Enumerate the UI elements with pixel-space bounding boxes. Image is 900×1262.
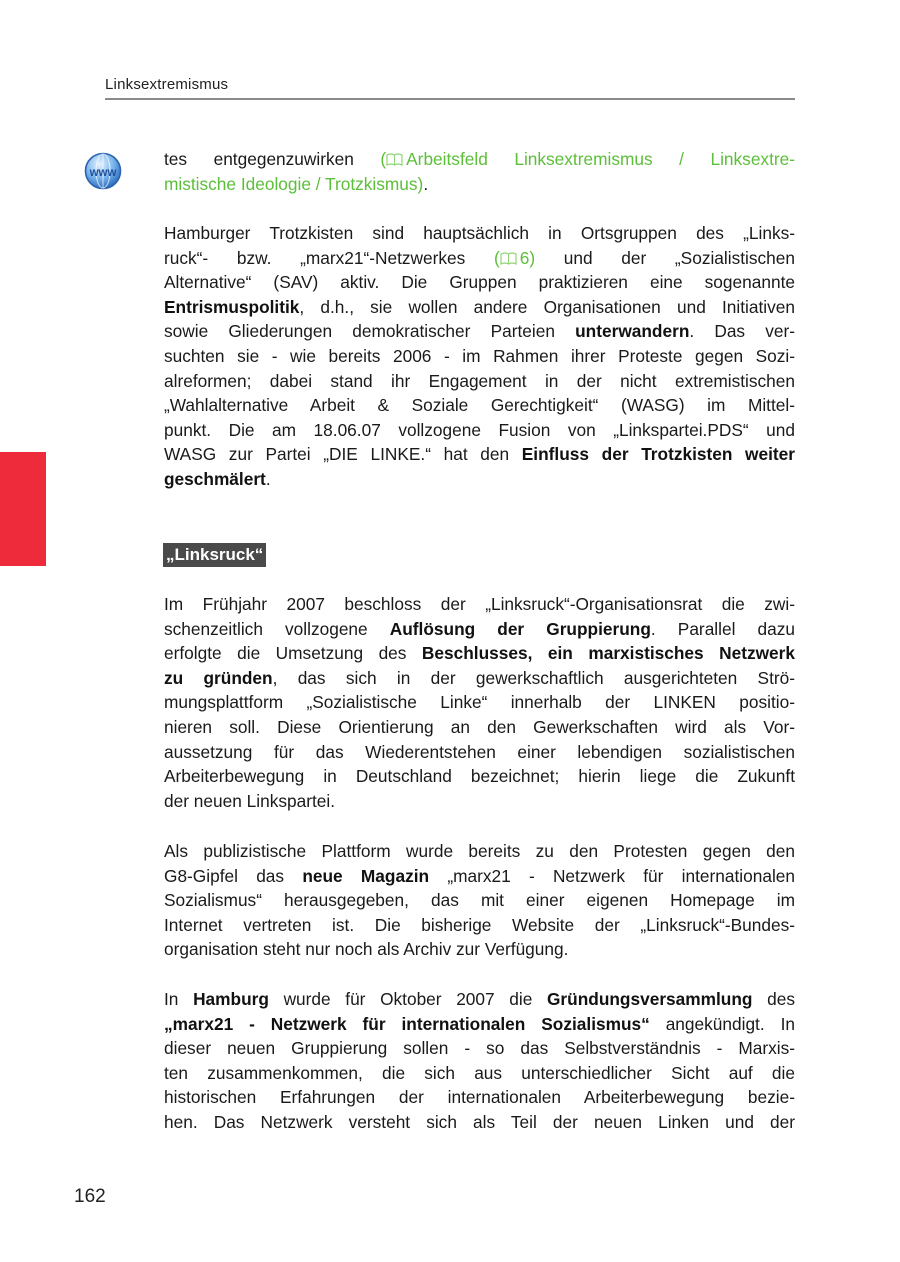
text-line: historischen Erfahrungen der internationalen Arbeiterbewegung bezie- [164,1087,795,1108]
book-icon [386,153,403,166]
text-line: aussetzung für das Wiederentstehen einer lebendigen sozialistischen [164,741,795,762]
text-line: mungsplattform „Sozialistische Linke“ innerhalb der LINKEN positio- [164,692,795,713]
cross-reference-link[interactable]: mistische Ideologie / Trotzkismus) [164,173,424,194]
text-line: Als publizistische Plattform wurde bereits zu den Protesten gegen den [164,841,795,861]
text-line: zu gründen, das sich in der gewerkschaftlich ausgerichteten Strö- [164,667,795,688]
text-line: dieser neuen Gruppierung sollen - so das Selbstverständnis - Marxis- [164,1038,795,1059]
text-line: Sozialismus“ herausgegeben, das mit einer eigenen Homepage im [164,890,795,911]
text-line: Hamburger Trotzkisten sind hauptsächlich in Ortsgruppen des „Links- [164,223,795,243]
paragraph-trotzkisten [164,221,795,492]
text-line: sowie Gliederungen demokratischer Parteien unterwandern. Das ver- [164,321,795,342]
text-line: geschmälert. [164,468,271,489]
text-line: nieren soll. Diese Orientierung an den Gewerkschaften wird als Vor- [164,716,795,737]
text-line: mistische Ideologie / Trotzkismus). [164,173,429,194]
text-line: organisation steht nur noch als Archiv zur Verfügung. [164,939,569,960]
text-line: ruck“- bzw. „marx21“-Netzwerkes ( 6) und der „Sozialistischen [164,247,795,268]
text-line: Entrismuspolitik, d.h., sie wollen andere Organisationen und Initiativen [164,296,795,317]
text-line: „Wahlalternative Arbeit & Soziale Gerechtigkeit“ (WASG) im Mittel- [164,395,795,416]
cross-reference-link[interactable]: ( 6) [493,247,536,268]
text-line: WASG zur Partei „DIE LINKE.“ hat den Einfluss der Trotzkisten weiter [164,444,795,465]
text-line: Im Frühjahr 2007 beschloss der „Linksruck“-Organisationsrat die zwi- [164,594,795,614]
text-line: hen. Das Netzwerk versteht sich als Teil der neuen Linken und der [164,1111,795,1132]
chapter-thumb-tab [0,452,46,566]
text-line: In Hamburg wurde für Oktober 2007 die Gründungsversammlung des [164,989,795,1009]
text-line: der neuen Linkspartei. [164,790,336,811]
text-line: „marx21 - Netzwerk für internationalen Sozialismus“ angekündigt. In [164,1013,795,1034]
text-line: Arbeiterbewegung in Deutschland bezeichnet; hierin liege die Zukunft [164,766,795,787]
paragraph-magazin [164,839,795,962]
www-globe-icon[interactable] [84,152,122,190]
svg-text:www: www [89,167,117,179]
paragraph-hamburg-gruendung [164,987,795,1135]
paragraph-linksruck-aufloesung [164,592,795,813]
text-line: alreformen; dabei stand ihr Engagement in der nicht extremistischen [164,370,795,391]
text-line: ten zusammenkommen, die sich aus unterschiedlicher Sicht auf die [164,1062,795,1083]
intro-block [164,147,795,196]
text-line: erfolgte die Umsetzung des Beschlusses, ein marxistisches Netzwerk [164,643,795,664]
cross-reference-link[interactable]: ( Arbeitsfeld Linksextremismus / Linksextre- [380,149,795,169]
text-line: Alternative“ (SAV) aktiv. Die Gruppen praktizieren eine sogenannte [164,272,795,293]
running-head-title: Linksextremismus [105,76,229,93]
text-line: suchten sie - wie bereits 2006 - im Rahmen ihrer Proteste gegen Sozi- [164,345,795,366]
book-icon [500,252,517,265]
text-line: schenzeitlich vollzogene Auflösung der Gruppierung. Parallel dazu [164,618,795,639]
page-number: 162 [74,1186,106,1207]
text-line: Internet vertreten ist. Die bisherige Website der „Linksruck“-Bundes- [164,914,795,935]
section-heading-linksruck: „Linksruck“ [163,543,266,567]
text-line: G8-Gipfel das neue Magazin „marx21 - Netzwerk für internationalen [164,865,795,886]
text-line: punkt. Die am 18.06.07 vollzogene Fusion von „Linkspartei.PDS“ und [164,419,795,440]
header-rule [105,98,795,100]
text-line: tes entgegenzuwirken ( Arbeitsfeld Linksextremismus / Linksextre- [164,149,795,169]
